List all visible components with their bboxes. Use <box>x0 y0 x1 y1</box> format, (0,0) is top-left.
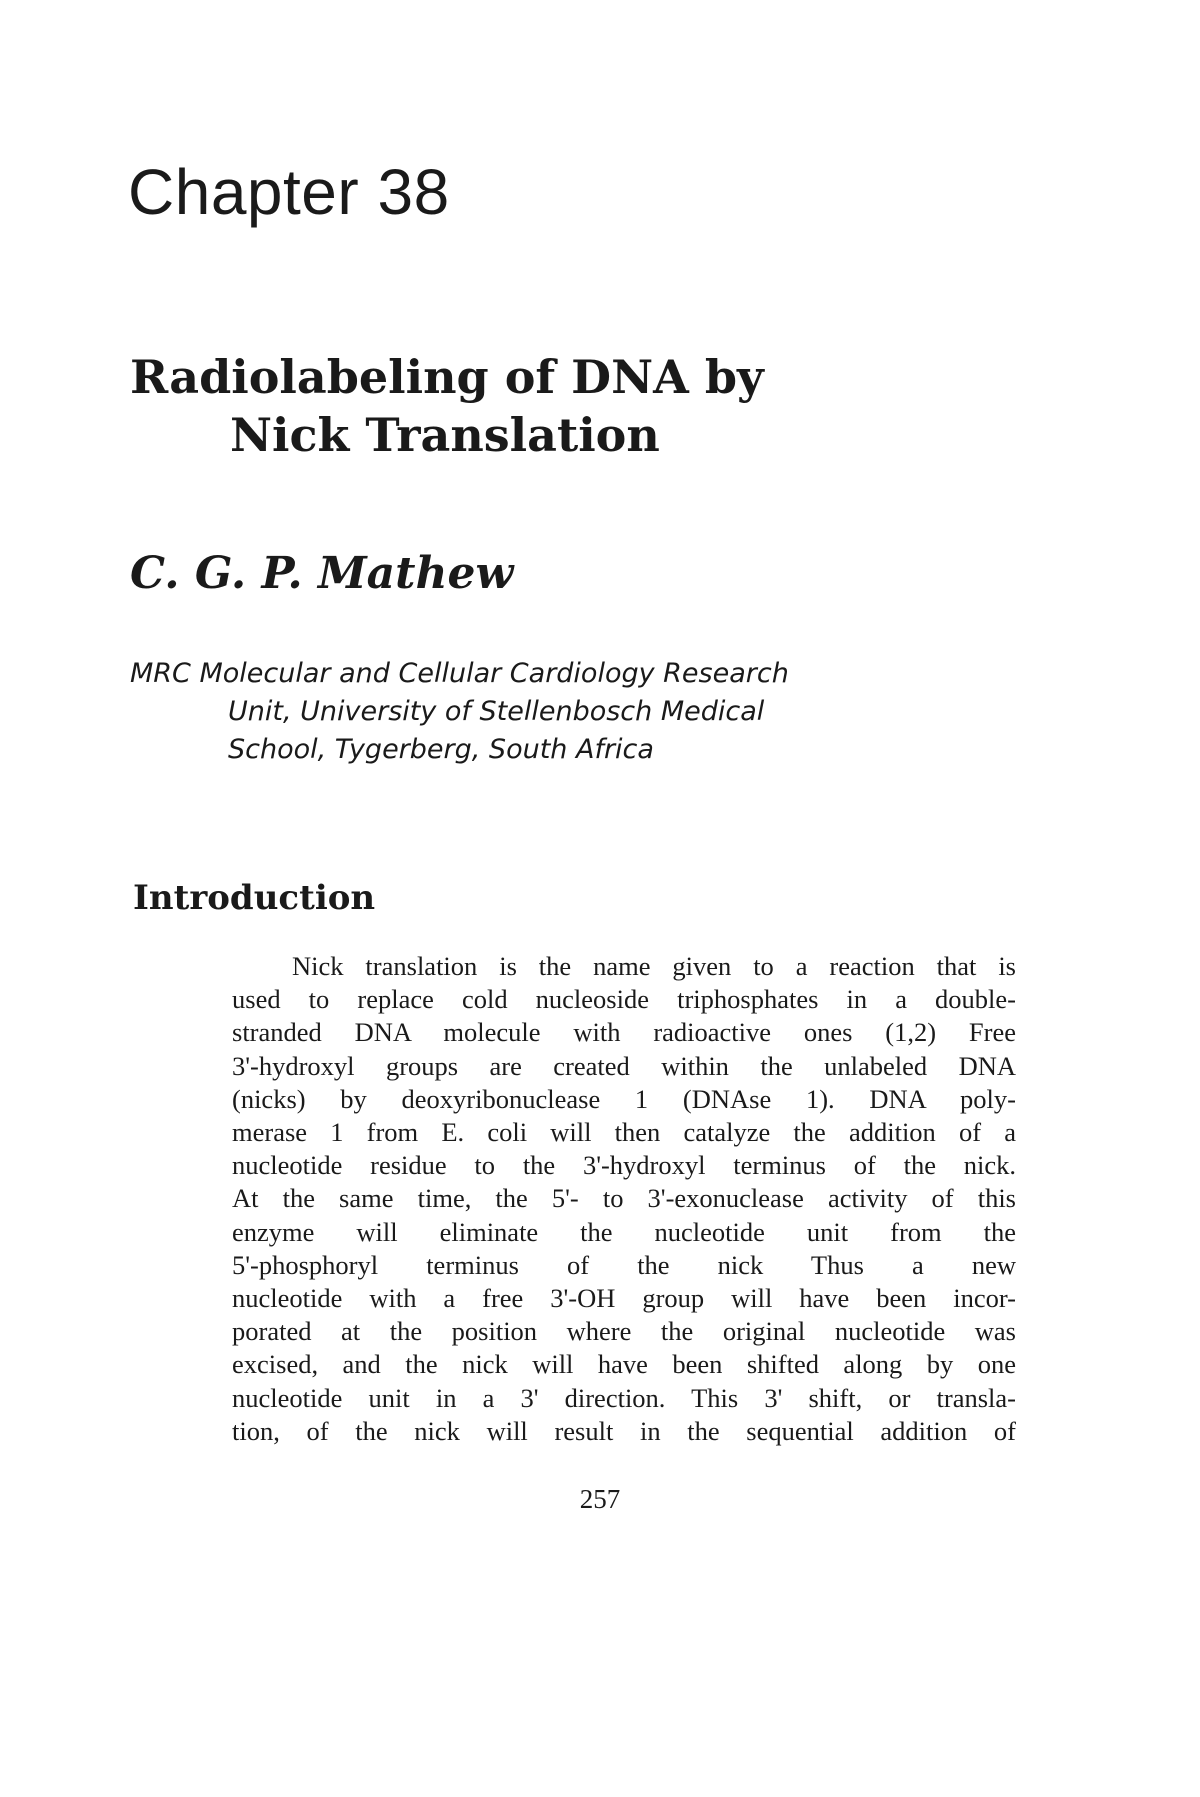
body-line: merase 1 from E. coli will then catalyze the addition of a <box>232 1117 1016 1148</box>
body-line: Nick translation is the name given to a reaction that is <box>292 951 1016 981</box>
body-paragraph <box>232 950 1016 1448</box>
body-line: used to replace cold nucleoside triphosphates in a double- <box>232 984 1016 1015</box>
chapter-title <box>130 348 764 464</box>
page-number: 257 <box>579 1484 621 1514</box>
body-line: 3'-hydroxyl groups are created within the unlabeled DNA <box>232 1050 1016 1081</box>
author-affiliation <box>130 655 789 769</box>
affiliation-line-1: MRC Molecular and Cellular Cardiology Research <box>130 658 789 689</box>
affiliation-line-2: Unit, University of Stellenbosch Medical <box>228 696 765 727</box>
body-line: porated at the position where the original nucleotide was <box>232 1316 1016 1347</box>
body-line: 5'-phosphoryl terminus of the nick Thus a new <box>232 1249 1016 1280</box>
body-line: At the same time, the 5'- to 3'-exonuclease activity of this <box>232 1183 1016 1214</box>
body-line: excised, and the nick will have been shifted along by one <box>232 1349 1016 1380</box>
chapter-label: Chapter 38 <box>128 156 450 228</box>
body-line: stranded DNA molecule with radioactive ones (1,2) Free <box>232 1017 1016 1048</box>
chapter-title-line-2: Nick Translation <box>230 408 660 462</box>
body-line: enzyme will eliminate the nucleotide unit from the <box>232 1216 1016 1247</box>
body-line: (nicks) by deoxyribonuclease 1 (DNAse 1). DNA poly- <box>232 1083 1016 1114</box>
section-heading: Introduction <box>133 878 376 918</box>
body-line: nucleotide with a free 3'-OH group will have been incor- <box>232 1283 1016 1314</box>
affiliation-line-3: School, Tygerberg, South Africa <box>228 734 654 765</box>
author-name: C. G. P. Mathew <box>130 548 514 599</box>
body-line: tion, of the nick will result in the sequential addition of <box>232 1415 1016 1446</box>
body-line: nucleotide unit in a 3' direction. This 3' shift, or transla- <box>232 1382 1016 1413</box>
chapter-title-line-1: Radiolabeling of DNA by <box>130 350 764 404</box>
body-line: nucleotide residue to the 3'-hydroxyl terminus of the nick. <box>232 1150 1016 1181</box>
